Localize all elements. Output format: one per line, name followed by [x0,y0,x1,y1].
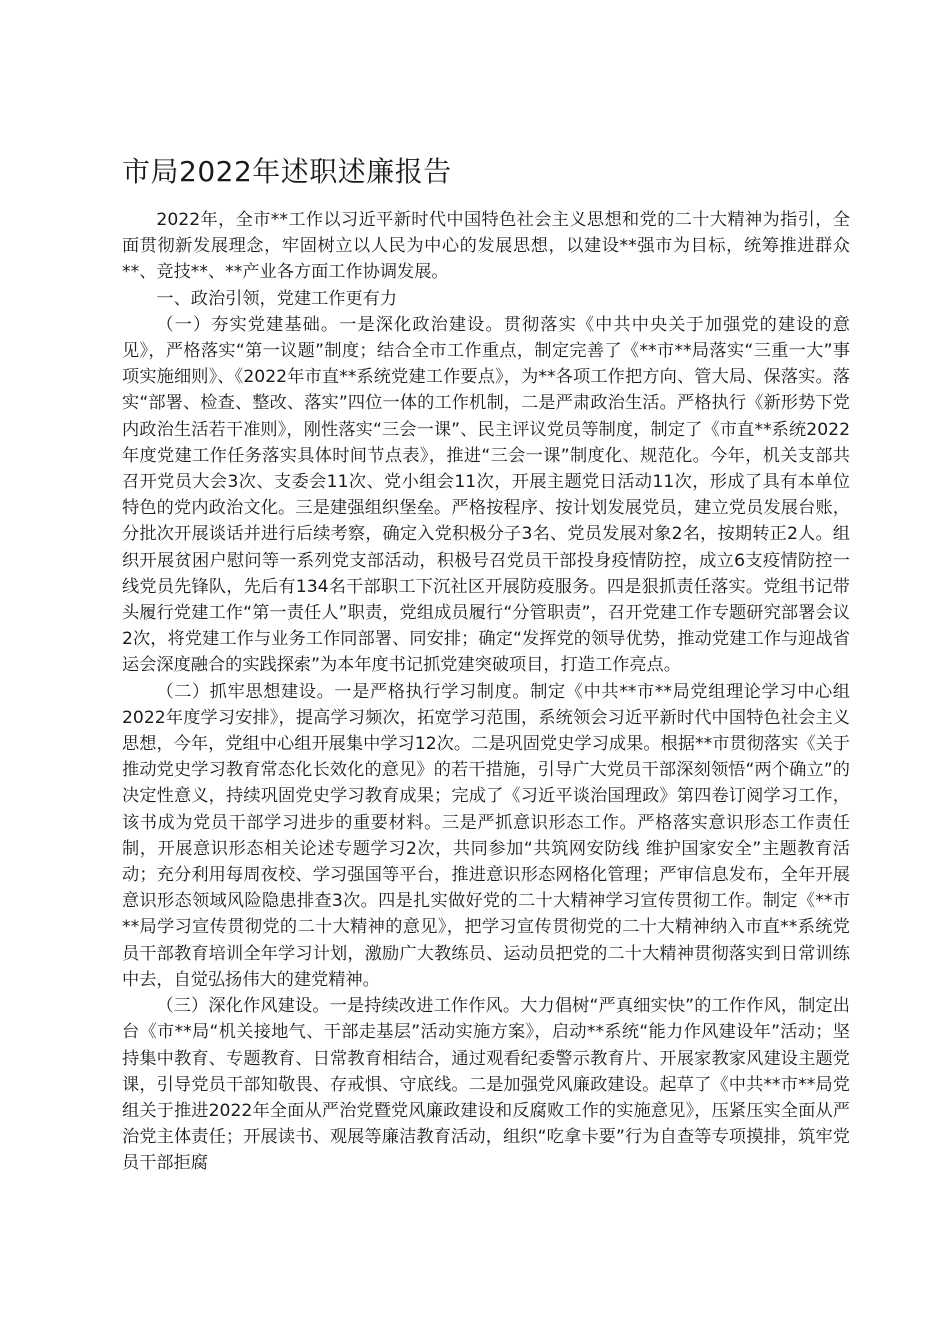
paragraph-ideology: （二）抓牢思想建设。一是严格执行学习制度。制定《中共**市**局党组理论学习中心组2022年度学习安排》，提高学习频次，拓宽学习范围，系统领会习近平新时代中国特色社会主义思想，今年，党组中心组开展集中学习12次。二是巩固党史学习成果。根据**市贯彻落实《关于推动党史学习教育常态化长效化的意见》的若干措施，引导广大党员干部深刻领悟“两个确立”的决定性意义，持续巩固党史学习教育成果；完成了《习近平谈治国理政》第四卷订阅学习工作，该书成为党员干部学习进步的重要材料。三是严抓意识形态工作。严格落实意识形态工作责任制，开展意识形态相关论述专题学习2次，共同参加“共筑网安防线 维护国家安全”主题教育活动；充分利用每周夜校、学习强国等平台，推进意识形态网格化管理；严审信息发布，全年开展意识形态领域风险隐患排查3次。四是扎实做好党的二十大精神学习宣传贯彻工作。制定《**市**局学习宣传贯彻党的二十大精神的意见》，把学习宣传贯彻党的二十大精神纳入市直**系统党员干部教育培训全年学习计划，激励广大教练员、运动员把党的二十大精神贯彻落实到日常训练中去，自觉弘扬伟大的建党精神。 [122,681,850,990]
paragraph-party-building: （一）夯实党建基础。一是深化政治建设。贯彻落实《中共中央关于加强党的建设的意见》，严格落实“第一议题”制度；结合全市工作重点，制定完善了《**市**局落实“三重一大”事项实施细则》、《2022年市直**系统党建工作要点》，为**各项工作把方向、管大局、保落实。落实“部署、检查、整改、落实”四位一体的工作机制，二是严肃政治生活。严格执行《新形势下党内政治生活若干准则》，刚性落实“三会一课”、民主评议党员等制度，制定了《市直**系统2022年度党建工作任务落实具体时间节点表》，推进“三会一课”制度化、规范化。今年，机关支部共召开党员大会3次、支委会11次、党小组会11次，开展主题党日活动11次，形成了具有本单位特色的党内政治文化。三是建强组织堡垒。严格按程序、按计划发展党员，建立党员发展台账，分批次开展谈话并进行后续考察，确定入党积极分子3名、党员发展对象2名，按期转正2人。组织开展贫困户慰问等一系列党支部活动，积极号召党员干部投身疫情防控，成立6支疫情防控一线党员先锋队，先后有134名干部职工下沉社区开展防疫服务。四是狠抓责任落实。党组书记带头履行党建工作“第一责任人”职责，党组成员履行“分管职责”，召开党建工作专题研究部署会议2次，将党建工作与业务工作同部署、同安排；确定“发挥党的领导优势，推动党建工作与迎战省运会深度融合的实践探索”为本年度书记抓党建突破项目，打造工作亮点。 [122,314,850,676]
paragraph-work-style: （三）深化作风建设。一是持续改进工作作风。大力倡树“严真细实快”的工作作风，制定出台《市**局“机关接地气、干部走基层”活动实施方案》，启动**系统“能力作风建设年”活动；坚持集中教育、专题教育、日常教育相结合，通过观看纪委警示教育片、开展家教家风建设主题党课，引导党员干部知敬畏、存戒惧、守底线。二是加强党风廉政建设。起草了《中共**市**局党组关于推进2022年全面从严治党暨党风廉政建设和反腐败工作的实施意见》，压紧压实全面从严治党主体责任；开展读书、观展等廉洁教育活动，组织“吃拿卡要”行为自查等专项摸排，筑牢党员干部拒腐 [122,996,850,1174]
paragraph-intro: 2022年，全市**工作以习近平新时代中国特色社会主义思想和党的二十大精神为指引，全面贯彻新发展理念，牢固树立以人民为中心的发展思想，以建设**强市为目标，统筹推进群众**、竞技**、**产业各方面工作协调发展。 [122,210,850,283]
section-heading: 一、政治引领，党建工作更有力 [156,288,398,309]
document-body [122,207,850,1177]
document-title: 市局2022年述职述廉报告 [122,155,452,188]
